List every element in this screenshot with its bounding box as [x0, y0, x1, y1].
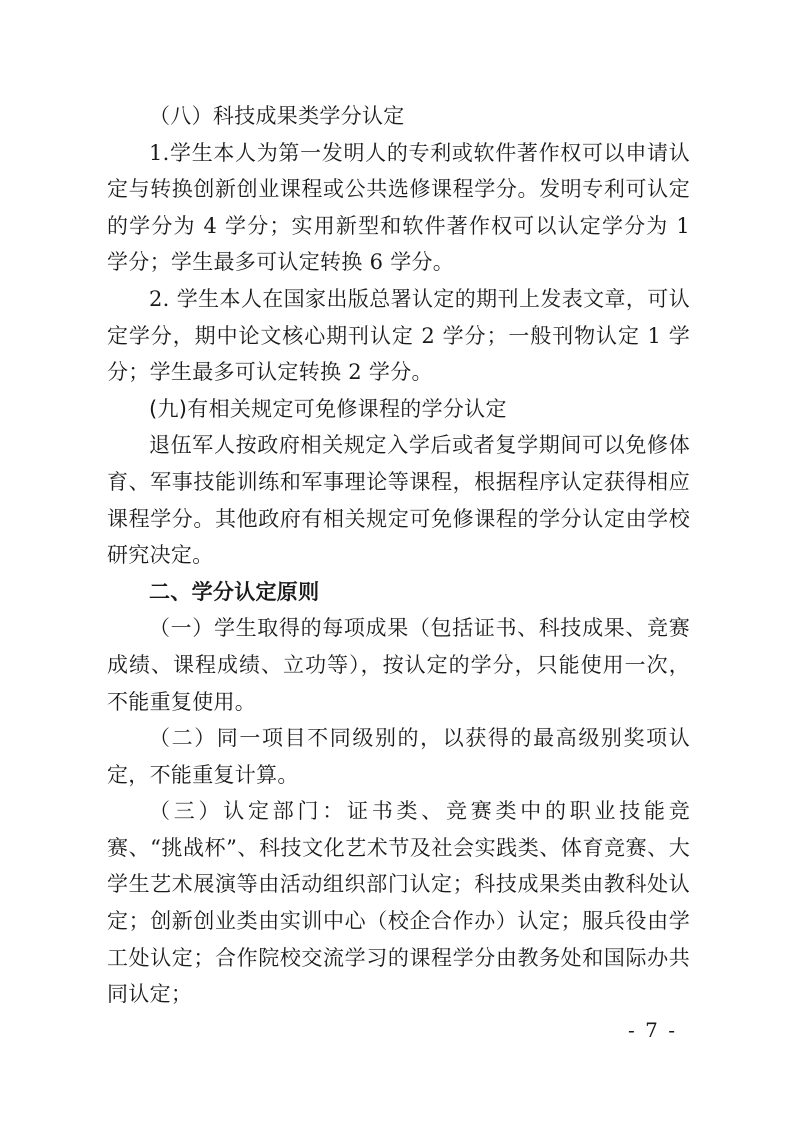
paragraph-patent-credits: 1.学生本人为第一发明人的专利或软件著作权可以申请认定与转换创新创业课程或公共选修课程学分。发明专利可认定的学分为 4 学分；实用新型和软件著作权可以认定学分为 1 学分；学生最多可认定转换 6 学分。 — [107, 140, 690, 275]
document-body — [107, 98, 690, 1013]
section-heading-8: （八）科技成果类学分认定 — [149, 104, 405, 128]
paragraph-principle-2: （二）同一项目不同级别的，以获得的最高级别奖项认定，不能重复计算。 — [107, 726, 690, 787]
paragraph-principle-3: （三）认定部门：证书类、竞赛类中的职业技能竞赛、“挑战杯”、科技文化艺术节及社会实践类、体育竞赛、大学生艺术展演等由活动组织部门认定；科技成果类由教科处认定；创新创业类由实训中心（校企合作办）认定；服兵役由学工处认定；合作院校交流学习的课程学分由教务处和国际办共同认定； — [107, 799, 690, 1007]
section-heading-9: (九)有相关规定可免修课程的学分认定 — [149, 396, 507, 421]
paragraph-principle-1: （一）学生取得的每项成果（包括证书、科技成果、竞赛成绩、课程成绩、立功等），按认定的学分，只能使用一次，不能重复使用。 — [107, 616, 690, 714]
paragraph-journal-credits: 2. 学生本人在国家出版总署认定的期刊上发表文章，可认定学分，期中论文核心期刊认定 2 学分；一般刊物认定 1 学分；学生最多可认定转换 2 学分。 — [107, 286, 690, 385]
paragraph-veteran-exemption: 退伍军人按政府相关规定入学后或者复学期间可以免修体育、军事技能训练和军事理论等课程，根据程序认定获得相应课程学分。其他政府有相关规定可免修课程的学分认定由学校研究决定。 — [107, 433, 690, 568]
section-heading-principles: 二、学分认定原则 — [149, 579, 320, 604]
page-number: - 7 - — [628, 1018, 677, 1042]
